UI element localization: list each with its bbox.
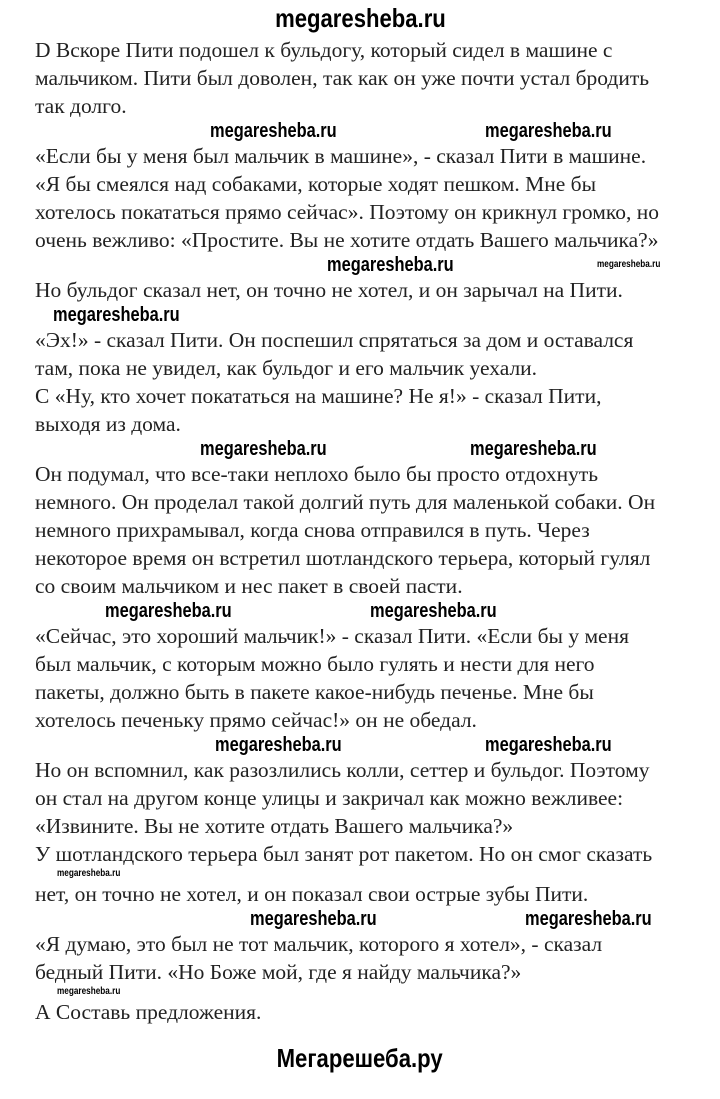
site-footer — [0, 1040, 720, 1076]
footer-title: Мегарешеба.ру — [277, 1043, 443, 1073]
watermark: megaresheba.ru — [485, 734, 612, 756]
text-line: «Я думаю, это был не тот мальчик, которого я хотел», - сказал — [35, 932, 603, 956]
header-title: megaresheba.ru — [274, 3, 446, 33]
watermark-row — [0, 868, 720, 880]
text-line: «Извините. Вы не хотите отдать Вашего мальчика?» — [35, 814, 514, 838]
watermark: megaresheba.ru — [210, 120, 337, 142]
watermark: megaresheba.ru — [215, 734, 342, 756]
watermark: megaresheba.ru — [200, 438, 327, 460]
watermark: megaresheba.ru — [53, 304, 180, 326]
watermark: megaresheba.ru — [485, 120, 612, 142]
text-line: очень вежливо: «Простите. Вы не хотите отдать Вашего мальчика?» — [35, 228, 659, 252]
watermark: megaresheba.ru — [470, 438, 597, 460]
watermark: megaresheba.ru — [370, 600, 497, 622]
text-line: «Я бы смеялся над собаками, которые ходят пешком. Мне бы — [35, 172, 597, 196]
text-line: С «Ну, кто хочет покататься на машине? Не я!» - сказал Пити, — [35, 384, 602, 408]
watermark: megaresheba.ru — [525, 908, 652, 930]
watermark: megaresheba.ru — [105, 600, 232, 622]
text-line: со своим мальчиком и нес пакет в своей пасти. — [35, 574, 463, 598]
watermark: megaresheba.ru — [327, 254, 454, 276]
watermark-row — [0, 734, 720, 756]
text-line: пакеты, должно быть в пакете какое-нибудь печенье. Мне бы — [35, 680, 594, 704]
text-line: нет, он точно не хотел, и он показал свои острые зубы Пити. — [35, 882, 589, 906]
text-line: А Составь предложения. — [35, 1000, 262, 1024]
text-line: так долго. — [35, 94, 127, 118]
text-line: бедный Пити. «Но Боже мой, где я найду мальчика?» — [35, 960, 522, 984]
watermark-row — [0, 120, 720, 142]
text-line: «Эх!» - сказал Пити. Он поспешил спрятаться за дом и оставался — [35, 328, 634, 352]
text-line: некоторое время он встретил шотландского терьера, который гулял — [35, 546, 651, 570]
watermark: megaresheba.ru — [57, 986, 121, 997]
text-line: «Сейчас, это хороший мальчик!» - сказал Пити. «Если бы у меня — [35, 624, 629, 648]
watermark: megaresheba.ru — [57, 868, 121, 879]
watermark-row — [0, 600, 720, 622]
text-line: хотелось печеньку прямо сейчас!» он не обедал. — [35, 708, 477, 732]
text-line: был мальчик, с которым можно было гулять и нести для него — [35, 652, 595, 676]
text-line: Он подумал, что все-таки неплохо было бы просто отдохнуть — [35, 462, 599, 486]
text-line: Но он вспомнил, как разозлились колли, сеттер и бульдог. Поэтому — [35, 758, 650, 782]
watermark-row — [0, 908, 720, 930]
watermark: megaresheba.ru — [597, 259, 661, 270]
watermark-row — [0, 986, 720, 998]
text-line: выходя из дома. — [35, 412, 181, 436]
watermark-row — [0, 304, 720, 326]
watermark: megaresheba.ru — [250, 908, 377, 930]
text-line: немного прихрамывал, когда снова отправился в путь. Через — [35, 518, 590, 542]
text-line: он стал на другом конце улицы и закричал как можно вежливее: — [35, 786, 624, 810]
text-line: У шотландского терьера был занят рот пакетом. Но он смог сказать — [35, 842, 653, 866]
text-line: «Если бы у меня был мальчик в машине», - сказал Пити в машине. — [35, 144, 647, 168]
text-line: мальчиком. Пити был доволен, так как он уже почти устал бродить — [35, 66, 650, 90]
text-line: Но бульдог сказал нет, он точно не хотел, и он зарычал на Пити. — [35, 278, 623, 302]
text-line: там, пока не увидел, как бульдог и его мальчик уехали. — [35, 356, 538, 380]
watermark-row — [0, 438, 720, 460]
watermark-row — [0, 254, 720, 276]
site-header — [0, 0, 720, 36]
text-line: хотелось покататься прямо сейчас». Поэтому он крикнул громко, но — [35, 200, 659, 224]
text-line: D Вскоре Пити подошел к бульдогу, который сидел в машине с — [35, 38, 613, 62]
text-line: немного. Он проделал такой долгий путь для маленькой собаки. Он — [35, 490, 656, 514]
